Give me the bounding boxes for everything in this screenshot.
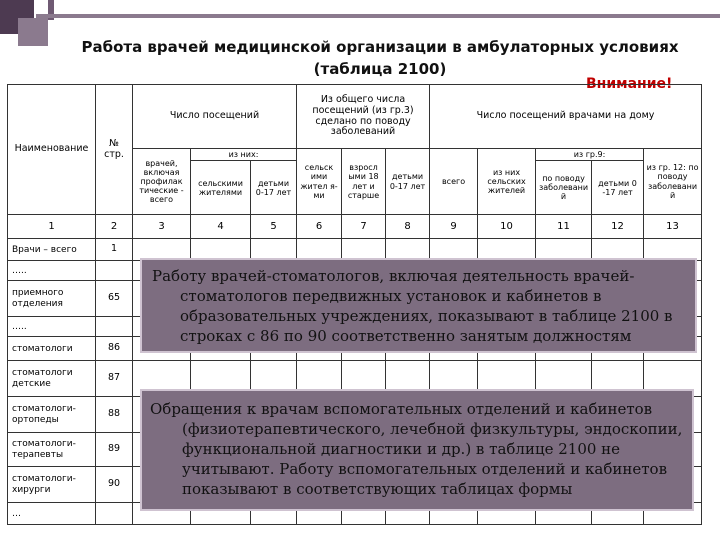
header-home-visits: Число посещений врачами на дому [430, 85, 702, 149]
row-name: приемного отделения [8, 281, 96, 317]
note-dentists [140, 258, 697, 353]
row-name: стоматологи [8, 337, 96, 361]
header-doctors-total: врачей, включая профилак тические - всего [133, 149, 191, 215]
row-number: 88 [96, 397, 133, 433]
row-name: стоматологи-терапевты [8, 433, 96, 467]
column-numbers-row [8, 215, 702, 239]
top-band [36, 14, 720, 18]
header-from-total: Из общего числа посещений (из гр.3) сделано по поводу заболеваний [297, 85, 430, 149]
column-number: 13 [644, 215, 702, 239]
note-auxiliary-line: функциональной диагностики и др.) в таблице 2100 не [182, 440, 621, 458]
row-number [96, 317, 133, 337]
header-rural-residents: сельскими жителями [191, 161, 251, 215]
note-auxiliary [140, 389, 694, 511]
column-number: 5 [251, 215, 297, 239]
header-from-col12: из гр. 12: по поводу заболевани й [644, 149, 702, 215]
row-number: 1 [96, 239, 133, 261]
row-number [96, 261, 133, 281]
row-name: стоматологи детские [8, 361, 96, 397]
row-number: 89 [96, 433, 133, 467]
header-rural-residents-short: сельск ими жител я-ми [297, 149, 342, 215]
slide-title-line1: Работа врачей медицинской организации в амбулаторных условиях [81, 38, 679, 56]
column-number: 7 [342, 215, 386, 239]
column-number: 9 [430, 215, 478, 239]
row-name: … [8, 503, 96, 525]
note-auxiliary-line: (физиотерапевтического, лечебной физкультуры, эндоскопии, [182, 420, 683, 438]
column-number: 1 [8, 215, 96, 239]
note-auxiliary-line: показывают в соответствующих таблицах формы [182, 480, 573, 498]
header-children: детьми 0-17 лет [251, 161, 297, 215]
note-dentists-line: Работу врачей-стоматологов, включая деятельность врачей- [152, 267, 635, 285]
note-auxiliary-line: учитывают. Работу вспомогательных отделений и кабинетов [182, 460, 668, 478]
header-name: Наименование [8, 85, 96, 215]
column-number: 12 [592, 215, 644, 239]
header-on-disease: по поводу заболевани й [536, 161, 592, 215]
column-number: 4 [191, 215, 251, 239]
header-from-col9: из гр.9: [536, 149, 644, 161]
column-number: 10 [478, 215, 536, 239]
row-name: стоматологи-ортопеды [8, 397, 96, 433]
header-children-c: детьми 0 -17 лет [592, 161, 644, 215]
header-of-them-rural: из них сельских жителей [478, 149, 536, 215]
note-dentists-line: строках с 86 по 90 соответственно занятым должностям [180, 327, 632, 345]
row-name: стоматологи-хирурги [8, 467, 96, 503]
header-children-b: детьми 0-17 лет [386, 149, 430, 215]
row-name: ….. [8, 317, 96, 337]
column-number: 8 [386, 215, 430, 239]
row-number: 87 [96, 361, 133, 397]
note-dentists-line: стоматологов передвижных установок и кабинетов в [180, 287, 602, 305]
row-number [96, 503, 133, 525]
column-number: 11 [536, 215, 592, 239]
attention-label: Внимание! [586, 76, 673, 92]
row-number: 86 [96, 337, 133, 361]
row-number: 65 [96, 281, 133, 317]
row-number: 90 [96, 467, 133, 503]
column-number: 6 [297, 215, 342, 239]
note-dentists-line: образовательных учреждениях, показывают в таблице 2100 в [180, 307, 673, 325]
column-number: 3 [133, 215, 191, 239]
column-number: 2 [96, 215, 133, 239]
slide-title-line2: (таблица 2100) [313, 60, 447, 78]
header-row-number: № стр. [96, 85, 133, 215]
header-home-total: всего [430, 149, 478, 215]
header-of-them: из них: [191, 149, 297, 161]
note-auxiliary-line: Обращения к врачам вспомогательных отделений и кабинетов [150, 400, 653, 418]
row-name: Врачи – всего [8, 239, 96, 261]
row-name: ….. [8, 261, 96, 281]
header-visits: Число посещений [133, 85, 297, 149]
header-adults-18: взросл ыми 18 лет и старше [342, 149, 386, 215]
